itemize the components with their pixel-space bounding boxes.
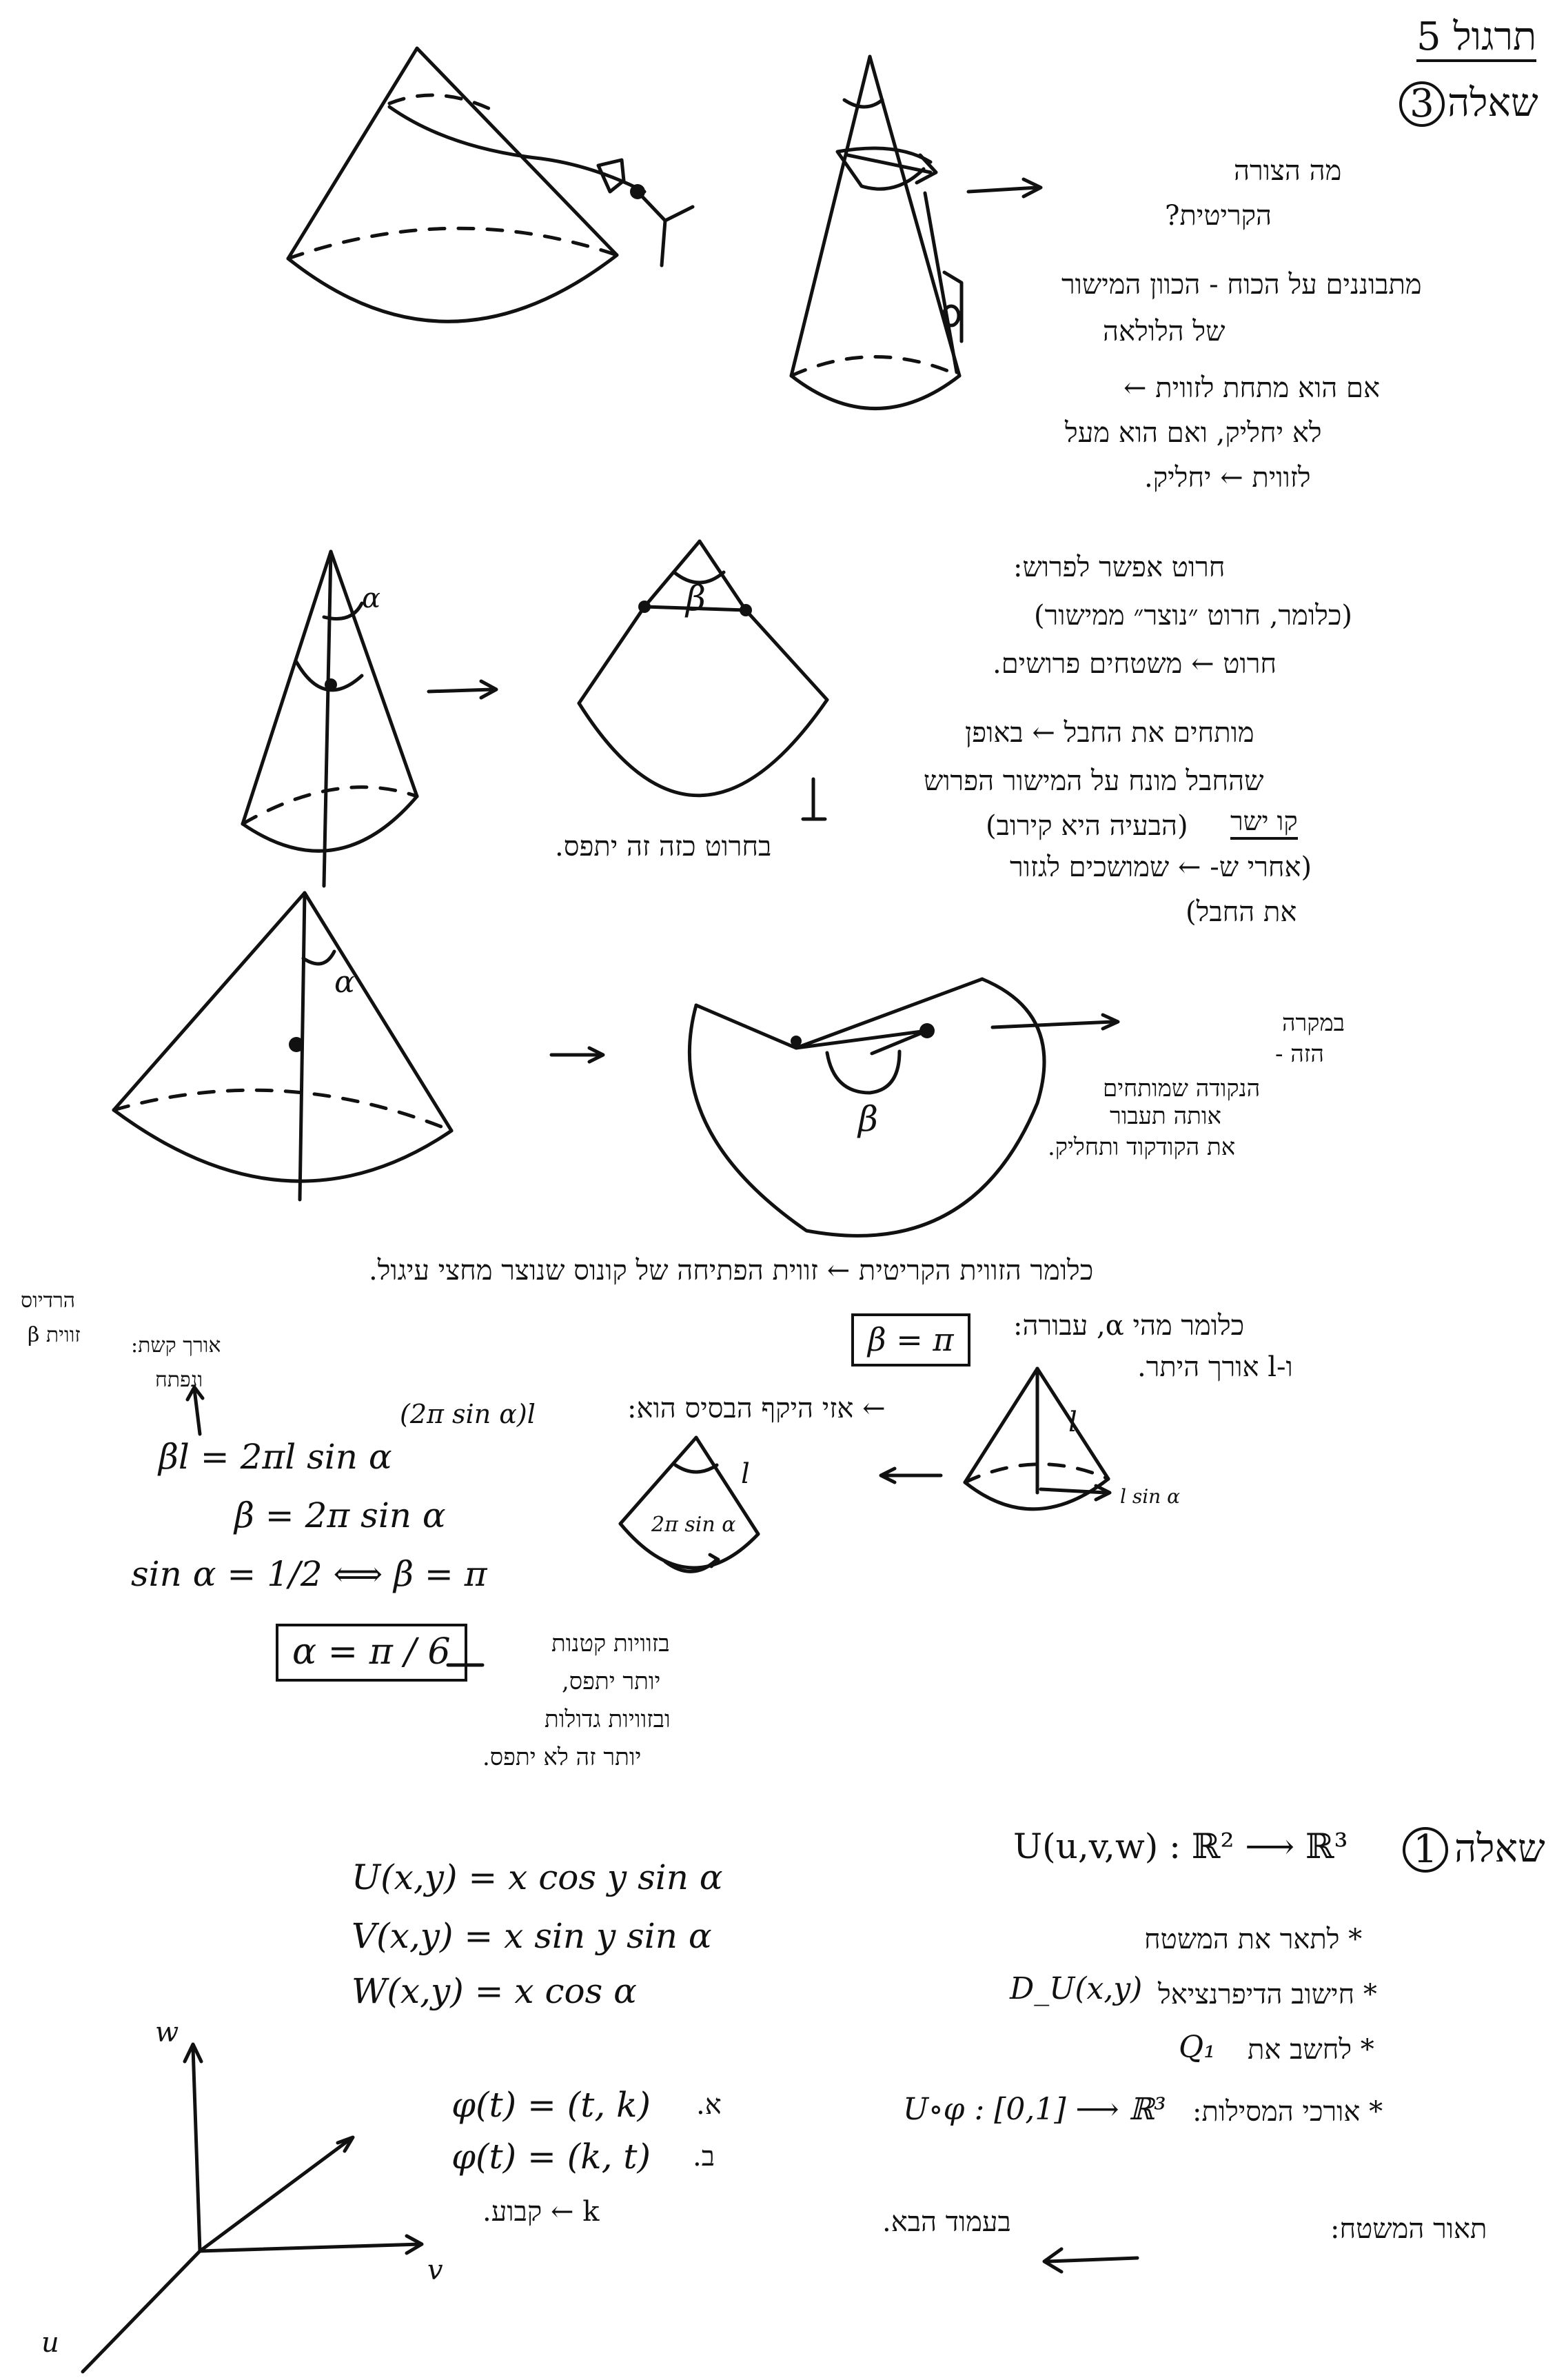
s5-path-b-label: ב. [693,2141,715,2172]
s2-line2: חרוט ← משטחים פרושים. [993,648,1277,680]
s3-line5: את הקודקוד ותחליק. [1048,1133,1236,1161]
s2-line5: קו ישר [1230,807,1298,840]
s4-conclusion4: יותר זה לא יתפס. [482,1744,642,1771]
s5-k-constant: k ← קבוע. [482,2196,600,2228]
s1-line4: לא יחליק, ואם הוא מעל [1065,417,1322,449]
s1-line3: אם הוא מתחת לזווית ← [1123,372,1380,404]
question-1-label: שאלה [1454,1826,1545,1871]
s5-u-equation: U(x,y) = x cos y sin α [352,1857,723,1897]
s4-left-note1: הרדיוס [21,1289,76,1313]
s3-sector-beta: β [858,1099,878,1139]
s4-cone-base: l sin α [1120,1485,1181,1508]
s5-next-page: בעמוד הבא. [882,2206,1011,2238]
s4-sector-label: 2π sin α [651,1513,736,1537]
s4-conclusion3: ובזוויות גדולות [545,1706,671,1733]
s2-cone-alpha: α [362,583,381,614]
s1-question-line1: מה הצורה [1234,155,1342,187]
s1-line1: מתבוננים על הכוח - הכוון המישור [1061,269,1422,301]
question-1-number: 1 [1403,1827,1448,1873]
s4-conclusion1: בזוויות קטנות [551,1630,670,1657]
s4-boxed-alpha: α = π / 6 [276,1624,467,1682]
s4-line1: כלומר הזווית הקריטית ← זווית הפתיחה של קונוס שנוצר מחצי עיגול. [369,1255,1094,1287]
s4-left-note4: ונפתח [155,1368,203,1392]
s2-line7: (אחרי ש- ← שמושכים לגזור [1010,851,1312,883]
s4-boxed-beta: β = π [851,1313,970,1367]
s4-left-note3: אורך קשת: [131,1333,221,1358]
s2-title: חרוט אפשר לפרוש: [1013,552,1226,583]
s3-line4: אותה תעבור [1110,1102,1221,1130]
cone-2-drawing [791,57,1041,409]
s1-line5: לזווית ← יחליק. [1144,462,1311,494]
3d-axes-drawing [83,2044,422,2372]
s2-sector-beta: β [686,578,706,618]
s5-task2-symbol: D_U(x,y) [1010,1971,1143,2006]
s5-path-a: φ(t) = (t, k) [451,2085,651,2125]
s5-v-equation: V(x,y) = x sin y sin α [352,1916,712,1956]
s1-line2: של הלולאה [1103,316,1226,347]
s2-line1: (כלומר, חרוט ״נוצר״ ממישור) [1034,600,1352,632]
s3-line1: במקרה [1282,1009,1345,1037]
small-sector-drawing [620,1438,758,1571]
s4-left-note2: זווית β [28,1323,81,1347]
s2-line6: (הבעיה היא קירוב) [986,810,1188,842]
exercise-title: תרגול 5 [1416,15,1536,62]
s4-perimeter-note: ← אזי היקף הבסיס הוא: [627,1393,886,1424]
s5-task3-symbol: Q₁ [1179,2030,1216,2065]
s5-map: U(u,v,w) : ℝ² ⟶ ℝ³ [1013,1826,1348,1866]
question-3-number: 3 [1399,81,1445,127]
s3-line2: הזה - [1275,1040,1324,1068]
s2-line4: שהחבל מונח על המישור הפרוש [924,765,1264,797]
s5-task4: * אורכי המסילות: [1192,2096,1383,2128]
s5-description-label: תאור המשטח: [1330,2213,1487,2245]
s5-path-b: φ(t) = (k, t) [451,2137,651,2177]
cone-4-drawing [114,893,603,1200]
s5-task3: * לחשב את [1248,2034,1374,2066]
s4-cone-l: l [1068,1406,1077,1438]
s4-eq3: sin α = 1/2 ⟺ β = π [131,1554,487,1594]
s5-w-equation: W(x,y) = x cos α [352,1971,637,2011]
s5-task4-symbol: U∘φ : [0,1] ⟶ ℝ³ [903,2092,1166,2127]
s3-line3: הנקודה שמותחים [1103,1075,1261,1102]
axis-v-label: v [427,2255,443,2286]
s1-question-line2: הקריטית? [1165,200,1272,232]
s2-line8: את החבל) [1186,896,1297,928]
s5-task2: * חישוב הדיפרנציאל [1158,1979,1377,2010]
s4-eq1: βl = 2πl sin α [159,1437,392,1477]
s2-line3: מותחים את החבל ← באופן [965,717,1254,749]
s4-line3: ו-l אורך היתר. [1137,1351,1293,1383]
cone-5-drawing [881,1369,1110,1509]
s2-under-label: בחרוט כזה זה יתפס. [555,831,772,863]
s4-sector-l: l [741,1458,750,1490]
question-3-label: שאלה [1447,81,1538,125]
cone-1-drawing [288,48,693,321]
axis-u-label: u [41,2327,59,2359]
s3-cone-alpha: α [334,965,355,1000]
s5-path-a-label: א. [696,2089,722,2121]
s4-perimeter-value: (2π sin α)l [400,1399,536,1429]
s4-eq2: β = 2π sin α [234,1495,446,1535]
s4-conclusion2: יותר יתפס, [562,1668,661,1695]
s4-line2: כלומר מהי α, עבורה: [1013,1310,1245,1342]
unrolled-sector-2 [689,979,1118,1236]
s5-task1: * לתאר את המשטח [1144,1924,1363,1955]
axis-w-label: w [155,2017,179,2048]
